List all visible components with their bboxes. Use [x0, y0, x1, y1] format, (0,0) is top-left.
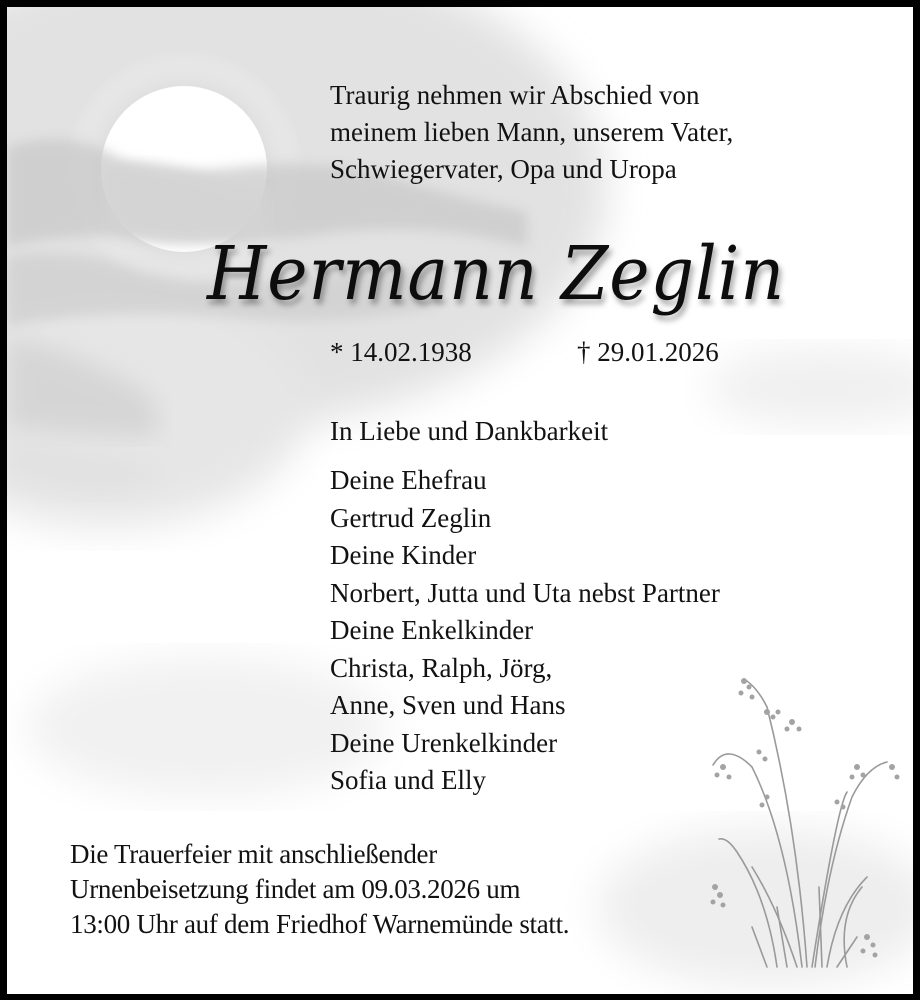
- mourner-line: Norbert, Jutta und Uta nebst Partner: [330, 577, 720, 608]
- mourner-line: Deine Urenkelkinder: [330, 727, 558, 758]
- intro-text: [330, 77, 890, 188]
- life-dates: [330, 334, 890, 374]
- mourner-line: Gertrud Zeglin: [330, 502, 492, 533]
- death-date: † 29.01.2026: [577, 337, 719, 367]
- mourner-line: Sofia und Elly: [330, 765, 486, 795]
- service-line: Die Trauerfeier mit anschließender: [70, 839, 437, 869]
- mourner-line: Deine Kinder: [330, 540, 477, 570]
- mourners-list: [330, 462, 720, 800]
- service-line: 13:00 Uhr auf dem Friedhof Warnemünde statt.: [70, 909, 570, 939]
- obituary-card: [7, 7, 913, 994]
- intro-line: meinem lieben Mann, unserem Vater,: [330, 117, 734, 147]
- mourner-line: Deine Enkelkinder: [330, 615, 534, 645]
- intro-line: Traurig nehmen wir Abschied von: [330, 80, 700, 110]
- dedication-line: In Liebe und Dankbarkeit: [330, 416, 609, 446]
- mourner-line: Christa, Ralph, Jörg,: [330, 652, 553, 683]
- intro-line: Schwiegervater, Opa und Uropa: [330, 154, 677, 184]
- mourner-line: Anne, Sven und Hans: [330, 690, 566, 720]
- service-line: Urnenbeisetzung findet am 09.03.2026 um: [70, 874, 521, 904]
- deceased-name: Hermann Zeglin: [207, 231, 786, 317]
- service-info: [70, 837, 770, 942]
- mourner-line: Deine Ehefrau: [330, 465, 487, 495]
- birth-date: * 14.02.1938: [330, 337, 472, 367]
